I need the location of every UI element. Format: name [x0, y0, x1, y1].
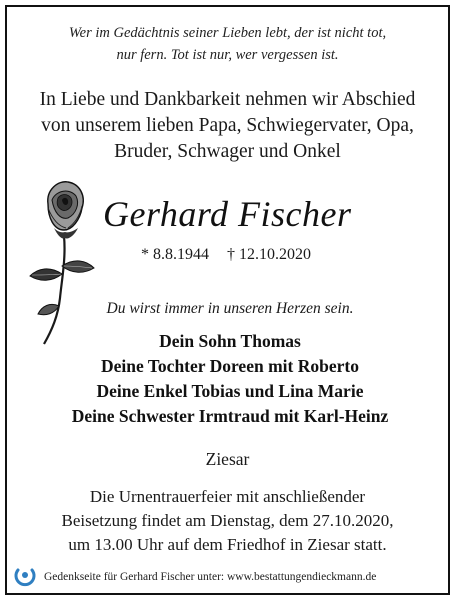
rose-icon	[22, 178, 102, 348]
mourner-line: Dein Sohn Thomas	[159, 331, 301, 351]
deceased-name: Gerhard Fischer	[103, 194, 352, 234]
mourner-line: Deine Enkel Tobias und Lina Marie	[96, 381, 364, 401]
life-dates	[141, 246, 311, 264]
intro-line-1: In Liebe und Dankbarkeit nehmen wir Abschied	[39, 89, 416, 110]
quote-line-2: nur fern. Tot ist nur, wer vergessen ist.	[116, 47, 339, 63]
tagline: Du wirst immer in unseren Herzen sein.	[106, 300, 354, 317]
mourner-line: Deine Schwester Irmtraud mit Karl-Heinz	[71, 406, 389, 426]
memorial-page-link[interactable]: Gedenkseite für Gerhard Fischer unter: www.bestattungendieckmann.de	[44, 571, 377, 583]
intro-line-3: Bruder, Schwager und Onkel	[114, 141, 341, 162]
mourner-line: Deine Tochter Doreen mit Roberto	[101, 356, 359, 376]
service-line-3: um 13.00 Uhr auf dem Friedhof in Ziesar statt.	[68, 535, 387, 554]
quote-line-1: Wer im Gedächtnis seiner Lieben lebt, der ist nicht tot,	[68, 25, 387, 41]
service-line-1: Die Urnentrauerfeier mit anschließender	[89, 487, 366, 506]
memorial-page-icon	[14, 566, 36, 588]
intro-line-2: von unserem lieben Papa, Schwiegervater, Opa,	[41, 115, 414, 136]
death-symbol: †	[227, 246, 235, 263]
death-date: 12.10.2020	[239, 246, 311, 263]
birth-date: 8.8.1944	[153, 246, 209, 263]
service-line-2: Beisetzung findet am Dienstag, dem 27.10.2020,	[61, 511, 394, 530]
birth-symbol: *	[141, 246, 149, 263]
place-name: Ziesar	[205, 449, 250, 469]
